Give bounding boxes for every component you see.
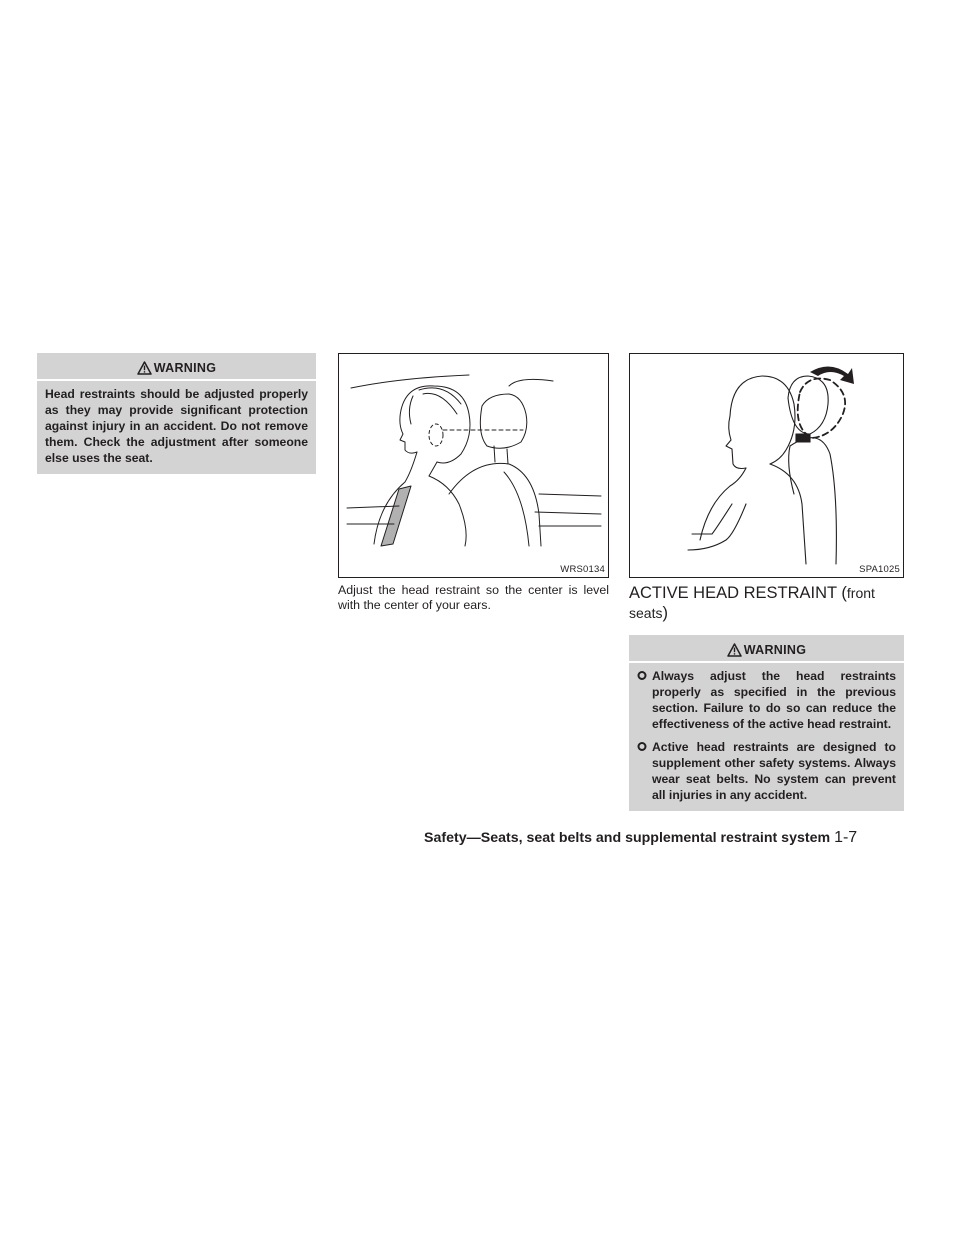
warning-text: Head restraints should be adjusted properly as they may provide significant protection against injury in an accident. Do not remove them. Check the adjustment after someone else uses the seat.	[45, 387, 308, 465]
left-column	[37, 353, 316, 474]
illustration-woman-seated	[339, 354, 609, 578]
warning-triangle-icon	[137, 361, 152, 375]
middle-column-text	[338, 583, 609, 613]
warning-title: WARNING	[629, 639, 904, 663]
figure-code: SPA1025	[859, 564, 900, 575]
illustration-active-head-restraint	[630, 354, 904, 578]
warning-triangle-icon	[727, 643, 742, 657]
page-footer	[424, 829, 857, 847]
bullet-icon	[637, 668, 647, 682]
warning-list-item: Active head restraints are designed to supplement other safety systems. Always wear seat belts. No system can prevent all injuries in any accident.	[637, 739, 896, 803]
figure-head-restraint-position	[338, 353, 609, 578]
warning-box	[37, 353, 316, 474]
page-number: 1-7	[834, 829, 858, 846]
section-heading: ACTIVE HEAD RESTRAINT (front seats)	[629, 584, 875, 622]
right-column	[629, 583, 904, 811]
bullet-icon	[637, 739, 647, 753]
warning-list-item: Always adjust the head restraints properly as specified in the previous section. Failure to do so can reduce the effectiveness of the active head restraint.	[637, 668, 896, 732]
active-warning-box	[629, 635, 904, 811]
figure-code: WRS0134	[560, 564, 605, 575]
warning-list	[637, 668, 896, 803]
figure-active-head-restraint	[629, 353, 904, 578]
warning-title: WARNING	[37, 357, 316, 381]
body-paragraph: Adjust the head restraint so the center is level with the center of your ears.	[338, 583, 609, 612]
footer-section-title: Safety—Seats, seat belts and supplemental restraint system	[424, 830, 831, 846]
